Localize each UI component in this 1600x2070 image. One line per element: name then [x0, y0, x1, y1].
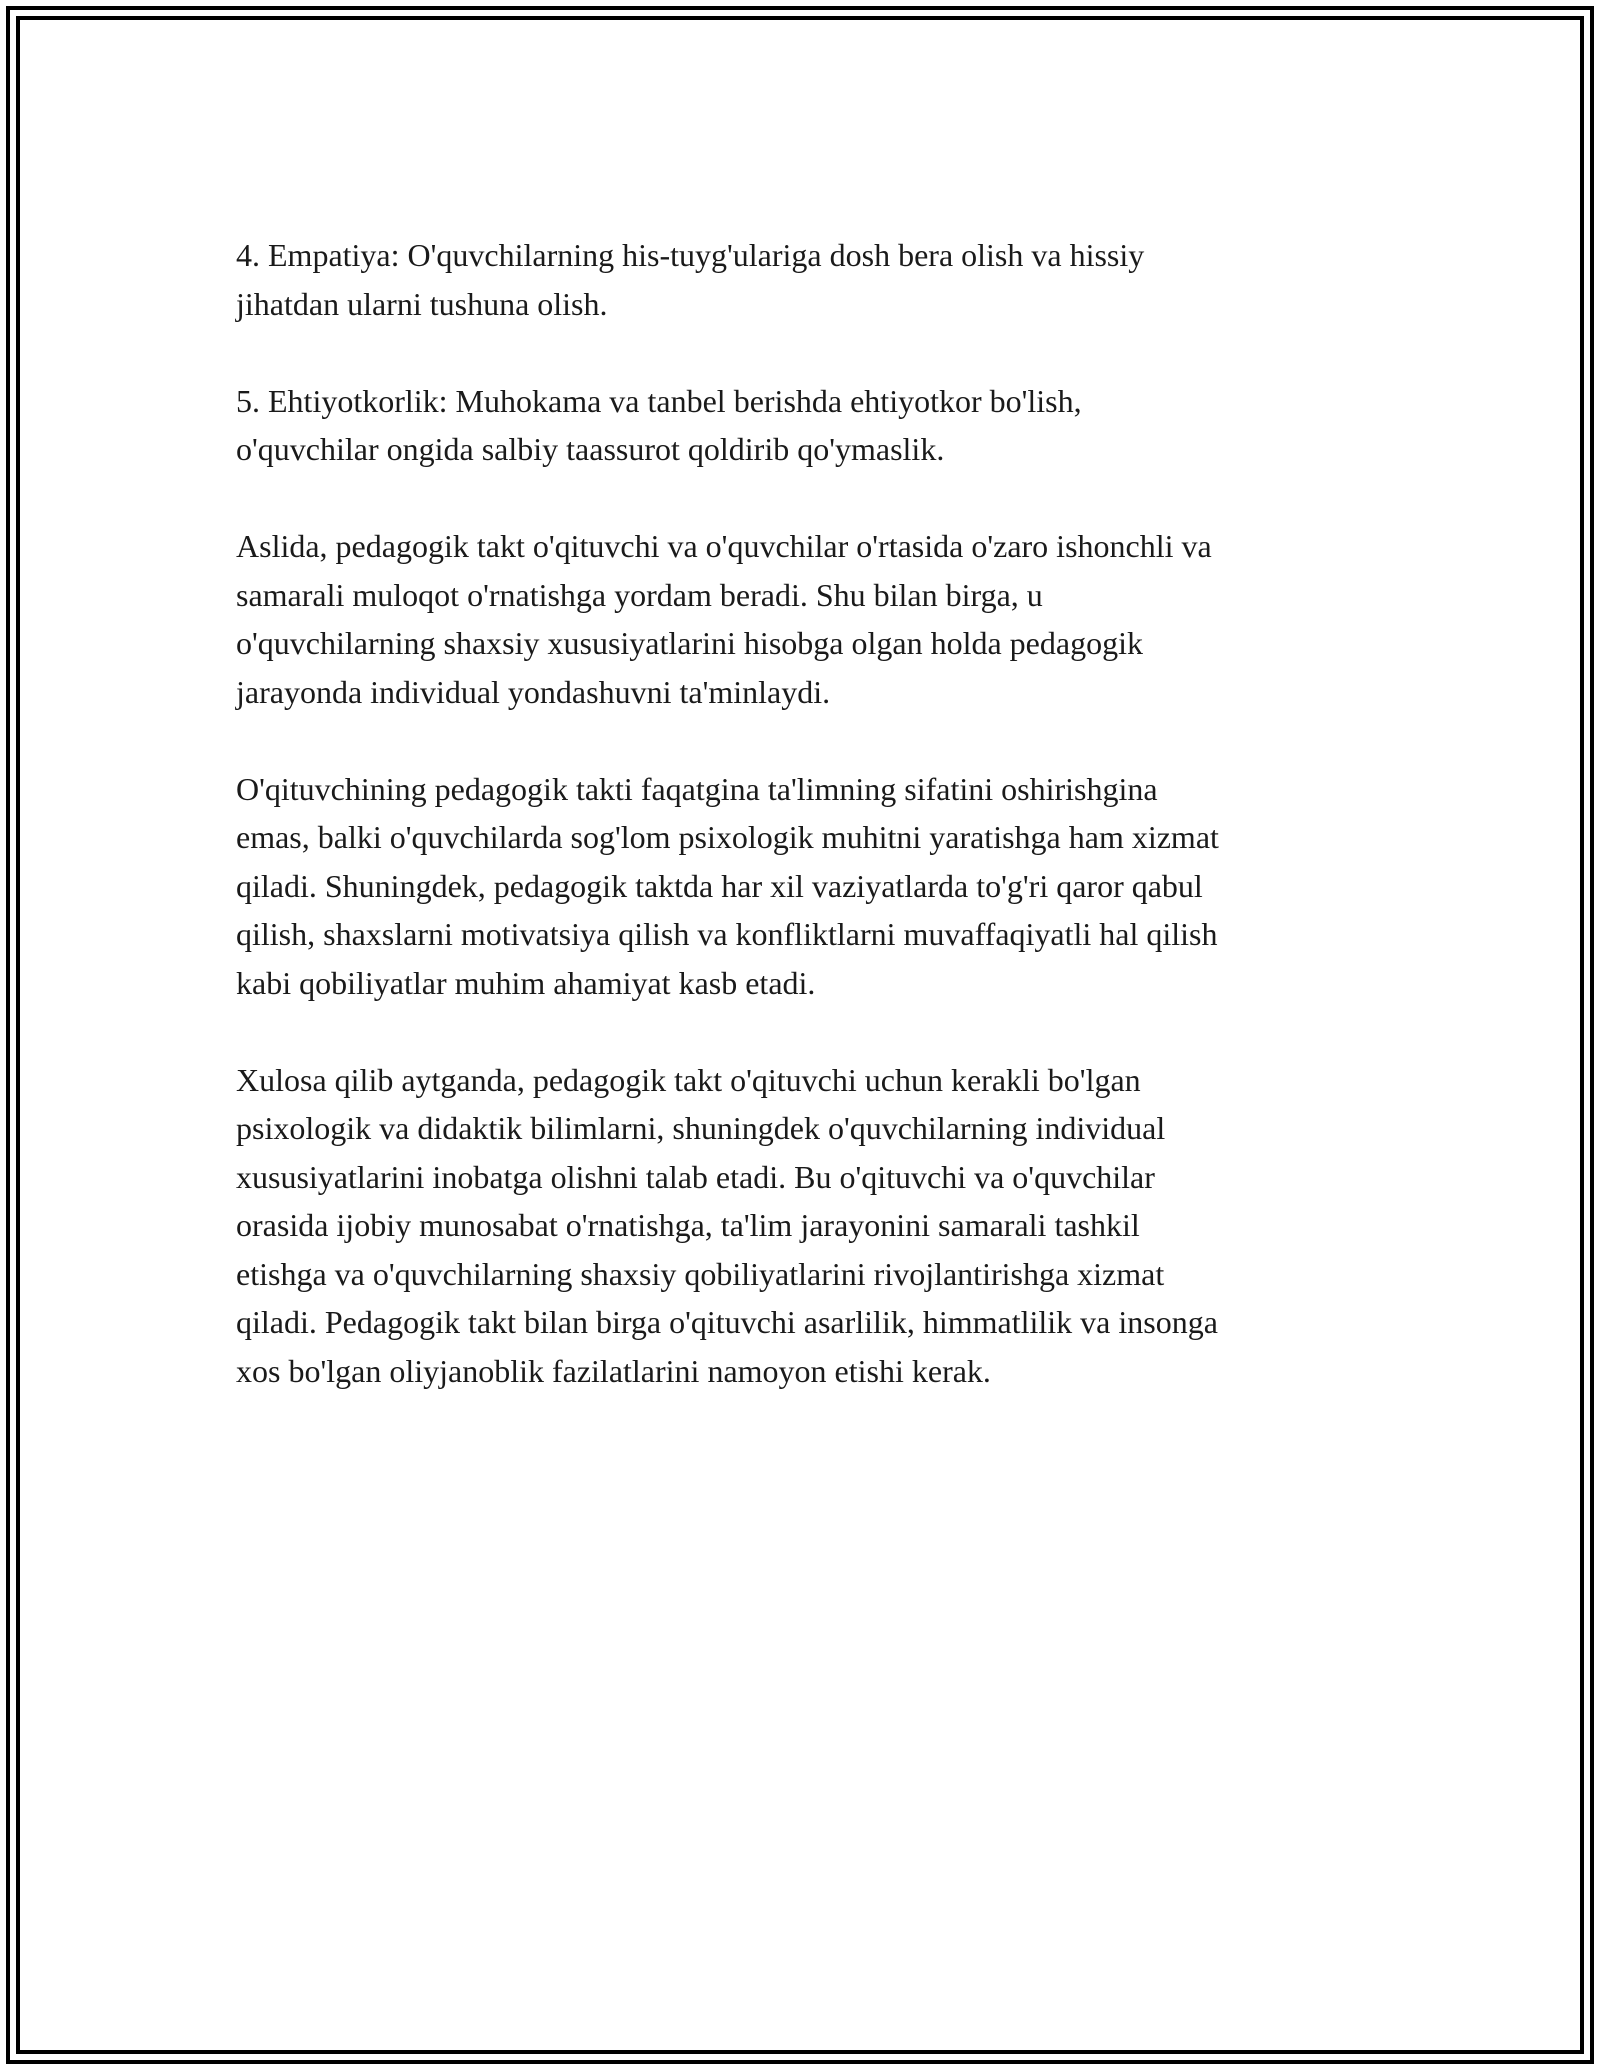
document-body — [236, 231, 1366, 1444]
paragraph-conclusion: Xulosa qilib aytganda, pedagogik takt o'qituvchi uchun kerakli bo'lgan psixologik va didaktik bilimlarni, shuningdek o'quvchilarning individual xususiyatlarini inobatga olishni talab etadi. Bu o'qituvchi va o'quvchilar orasida ijobiy munosabat o'rnatishga, ta'lim jarayonini samarali tashkil etishga va o'quvchilarning shaxsiy qobiliyatlarini rivojlantirishga xizmat qiladi. Pedagogik takt bilan birga o'qituvchi asarlilik, himmatlilik va insonga xos bo'lgan oliyjanoblik fazilatlarini namoyon etishi kerak. — [236, 1061, 1218, 1389]
paragraph-psychological-climate: O'qituvchining pedagogik takti faqatgina ta'limning sifatini oshirishgina emas, balki o'quvchilarda sog'lom psixologik muhitni yaratishga ham xizmat qiladi. Shuningdek, pedagogik taktda har xil vaziyatlarda to'g'ri qaror qabul qilish, shaxslarni motivatsiya qilish va konfliktlarni muvaffaqiyatli hal qilish kabi qobiliyatlar muhim ahamiyat kasb etadi. — [236, 770, 1219, 1001]
paragraph-empathy: 4. Empatiya: O'quvchilarning his-tuyg'ulariga dosh bera olish va hissiy jihatdan ularni tushuna olish. — [236, 237, 1145, 322]
paragraph-trust-communication: Aslida, pedagogik takt o'qituvchi va o'quvchilar o'rtasida o'zaro ishonchli va samarali muloqot o'rnatishga yordam beradi. Shu bilan birga, u o'quvchilarning shaxsiy xususiyatlarini hisobga olgan holda pedagogik jarayonda individual yondashuvni ta'minlaydi. — [236, 528, 1212, 710]
paragraph-caution: 5. Ehtiyotkorlik: Muhokama va tanbel berishda ehtiyotkor bo'lish, o'quvchilar ongida salbiy taassurot qoldirib qo'ymaslik. — [236, 382, 1082, 467]
